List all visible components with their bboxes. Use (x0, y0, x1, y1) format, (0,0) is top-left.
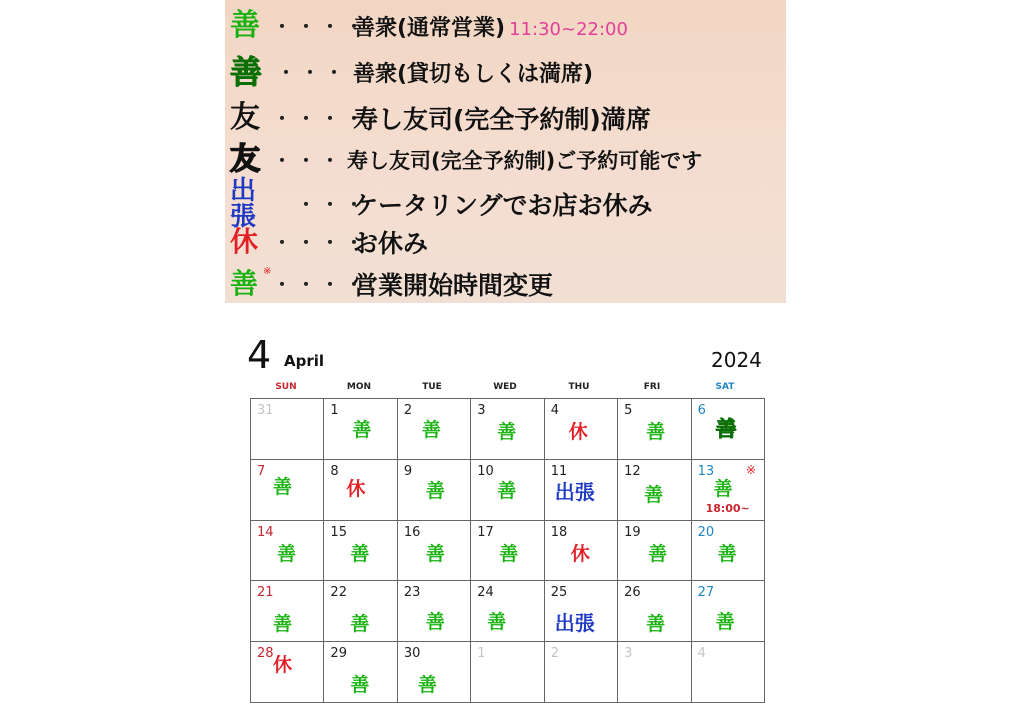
day-status-symbol: 休 (568, 421, 588, 443)
calendar-day-cell (398, 581, 471, 642)
day-status-symbol: 善 (497, 421, 517, 443)
calendar-day-cell (324, 460, 397, 521)
weekday-mon: MON (346, 382, 372, 392)
day-status-symbol: 善 (648, 542, 668, 565)
calendar-day-cell (692, 521, 765, 582)
day-status-symbol: 出張 (554, 479, 595, 504)
legend-label: 善衆(貸切もしくは満席) (353, 61, 594, 87)
day-number: 4 (697, 646, 706, 662)
opening-time-note: 18:00~ (705, 501, 750, 515)
calendar-day-cell (618, 642, 691, 703)
day-number: 22 (330, 585, 347, 601)
calendar-day-cell (545, 642, 618, 703)
legend-dots: ・・・・ (273, 109, 369, 130)
day-number: 20 (697, 524, 715, 540)
day-number: 15 (330, 524, 347, 540)
weekday-thu: THU (568, 382, 590, 392)
legend-label: 寿し友司(完全予約制)ご予約可能です (347, 149, 703, 173)
day-number: 26 (624, 585, 641, 601)
day-number: 13 (697, 463, 715, 479)
day-number: 21 (257, 585, 274, 601)
calendar-day-cell (618, 581, 691, 642)
legend-dots: ・・・・ (273, 151, 369, 172)
day-number: 17 (477, 524, 494, 540)
calendar-day-cell (692, 399, 765, 460)
day-number: 10 (477, 463, 494, 479)
calendar-day-cell (545, 521, 618, 582)
calendar-grid (250, 398, 765, 703)
calendar-day-cell (398, 399, 471, 460)
day-number: 18 (550, 524, 568, 540)
day-number: 19 (624, 524, 641, 540)
day-number: 28 (257, 646, 274, 662)
day-number: 2 (550, 646, 559, 662)
legend-symbol: 善 (230, 267, 259, 300)
month-name: April (284, 352, 325, 370)
weekday-tue: TUE (422, 382, 442, 392)
calendar-day-cell (471, 399, 544, 460)
asterisk-mark: ※ (263, 266, 272, 277)
day-number: 1 (330, 403, 339, 418)
day-number: 5 (624, 403, 633, 418)
legend-label: 営業開始時間変更 (353, 271, 554, 300)
day-status-symbol: 善 (417, 674, 437, 697)
day-number: 14 (257, 524, 274, 540)
day-status-symbol: 善 (350, 542, 370, 565)
calendar-day-cell (251, 399, 324, 460)
calendar-day-cell (398, 521, 471, 582)
day-status-symbol: 善 (425, 479, 445, 502)
day-status-symbol: 休 (570, 542, 590, 565)
weekday-fri: FRI (643, 382, 661, 392)
day-number: 25 (550, 585, 568, 601)
day-status-symbol: 善 (277, 542, 297, 565)
calendar-day-cell (324, 642, 397, 703)
legend-symbol: 善 (230, 53, 263, 91)
day-status-symbol: 善 (273, 475, 293, 498)
year-label: 2024 (711, 348, 762, 372)
day-status-symbol: 善 (715, 611, 735, 634)
day-status-symbol: 休 (346, 477, 366, 500)
day-status-symbol: 善 (425, 542, 445, 565)
weekday-sat: SAT (715, 382, 735, 392)
asterisk-mark: ※ (745, 462, 756, 477)
day-status-symbol: 善 (713, 477, 733, 500)
day-number: 30 (403, 646, 421, 662)
month-number: 4 (247, 333, 272, 377)
day-number: 12 (624, 463, 641, 479)
day-status-symbol: 善 (646, 421, 666, 443)
legend-symbol: 友 (230, 142, 260, 177)
day-number: 3 (477, 403, 486, 418)
day-status-symbol: 出張 (554, 611, 595, 636)
day-number: 29 (330, 646, 347, 662)
calendar-day-cell (398, 642, 471, 703)
weekday-wed: WED (493, 382, 517, 392)
calendar-day-cell (251, 642, 324, 703)
day-number: 6 (697, 403, 706, 418)
day-number: 23 (403, 585, 421, 601)
calendar-day-cell (471, 460, 544, 521)
legend-dots: ・・・ (297, 195, 369, 216)
calendar-day-cell (692, 642, 765, 703)
day-number: 3 (624, 646, 633, 662)
day-number: 27 (697, 585, 715, 601)
day-number: 1 (477, 646, 486, 662)
day-status-symbol: 善 (499, 542, 519, 565)
calendar-day-cell (398, 460, 471, 521)
day-number: 7 (257, 463, 266, 479)
calendar-day-cell (618, 399, 691, 460)
day-status-symbol: 善 (715, 417, 737, 441)
legend-dots: ・・・・ (273, 233, 369, 254)
day-status-symbol: 善 (350, 674, 370, 697)
day-status-symbol: 善 (646, 613, 666, 636)
legend-dots: ・・・・ (273, 17, 369, 38)
calendar-day-cell (324, 581, 397, 642)
calendar-day-cell (251, 581, 324, 642)
calendar-day-cell (471, 581, 544, 642)
calendar-day-cell (545, 460, 618, 521)
day-number: 11 (550, 463, 568, 479)
calendar-day-cell (618, 521, 691, 582)
legend-symbol: 善 (230, 8, 260, 43)
legend-symbol: 休 (230, 225, 259, 258)
day-number: 16 (403, 524, 421, 540)
calendar-day-cell (324, 521, 397, 582)
day-status-symbol: 善 (497, 479, 517, 502)
legend-dots: ・・・・ (277, 63, 373, 84)
legend-symbol: 友 (230, 100, 260, 135)
legend-label: 善衆(通常営業) (353, 15, 506, 41)
calendar-day-cell (471, 521, 544, 582)
day-status-symbol: 善 (352, 419, 372, 441)
calendar-day-cell (618, 460, 691, 521)
calendar-day-cell (692, 581, 765, 642)
legend-time: 11:30~22:00 (509, 18, 628, 40)
day-status-symbol: 善 (717, 542, 737, 565)
day-number: 31 (257, 403, 274, 418)
day-status-symbol: 善 (273, 613, 293, 636)
day-number: 2 (403, 403, 413, 418)
calendar-day-cell (545, 399, 618, 460)
calendar-day-cell (545, 581, 618, 642)
day-status-symbol: 善 (421, 419, 441, 441)
day-status-symbol: 善 (644, 483, 664, 506)
day-status-symbol: 善 (425, 611, 445, 634)
day-status-symbol: 善 (487, 611, 507, 634)
weekday-sun: SUN (275, 382, 297, 392)
day-number: 9 (403, 463, 413, 479)
day-number: 24 (477, 585, 494, 601)
calendar-day-cell (324, 399, 397, 460)
day-number: 8 (330, 463, 339, 479)
legend-label: 寿し友司(完全予約制)満席 (353, 105, 651, 134)
day-status-symbol: 休 (273, 654, 293, 677)
calendar-day-cell (251, 460, 324, 521)
day-status-symbol: 善 (350, 613, 370, 636)
legend-dots: ・・・・ (273, 275, 369, 296)
day-number: 4 (550, 403, 559, 418)
calendar-day-cell (692, 460, 765, 521)
legend-symbol: 出張 (230, 176, 257, 232)
legend-label: ケータリングでお店お休み (353, 191, 653, 220)
legend-label: お休み (353, 229, 429, 258)
calendar-day-cell (471, 642, 544, 703)
calendar-day-cell (251, 521, 324, 582)
